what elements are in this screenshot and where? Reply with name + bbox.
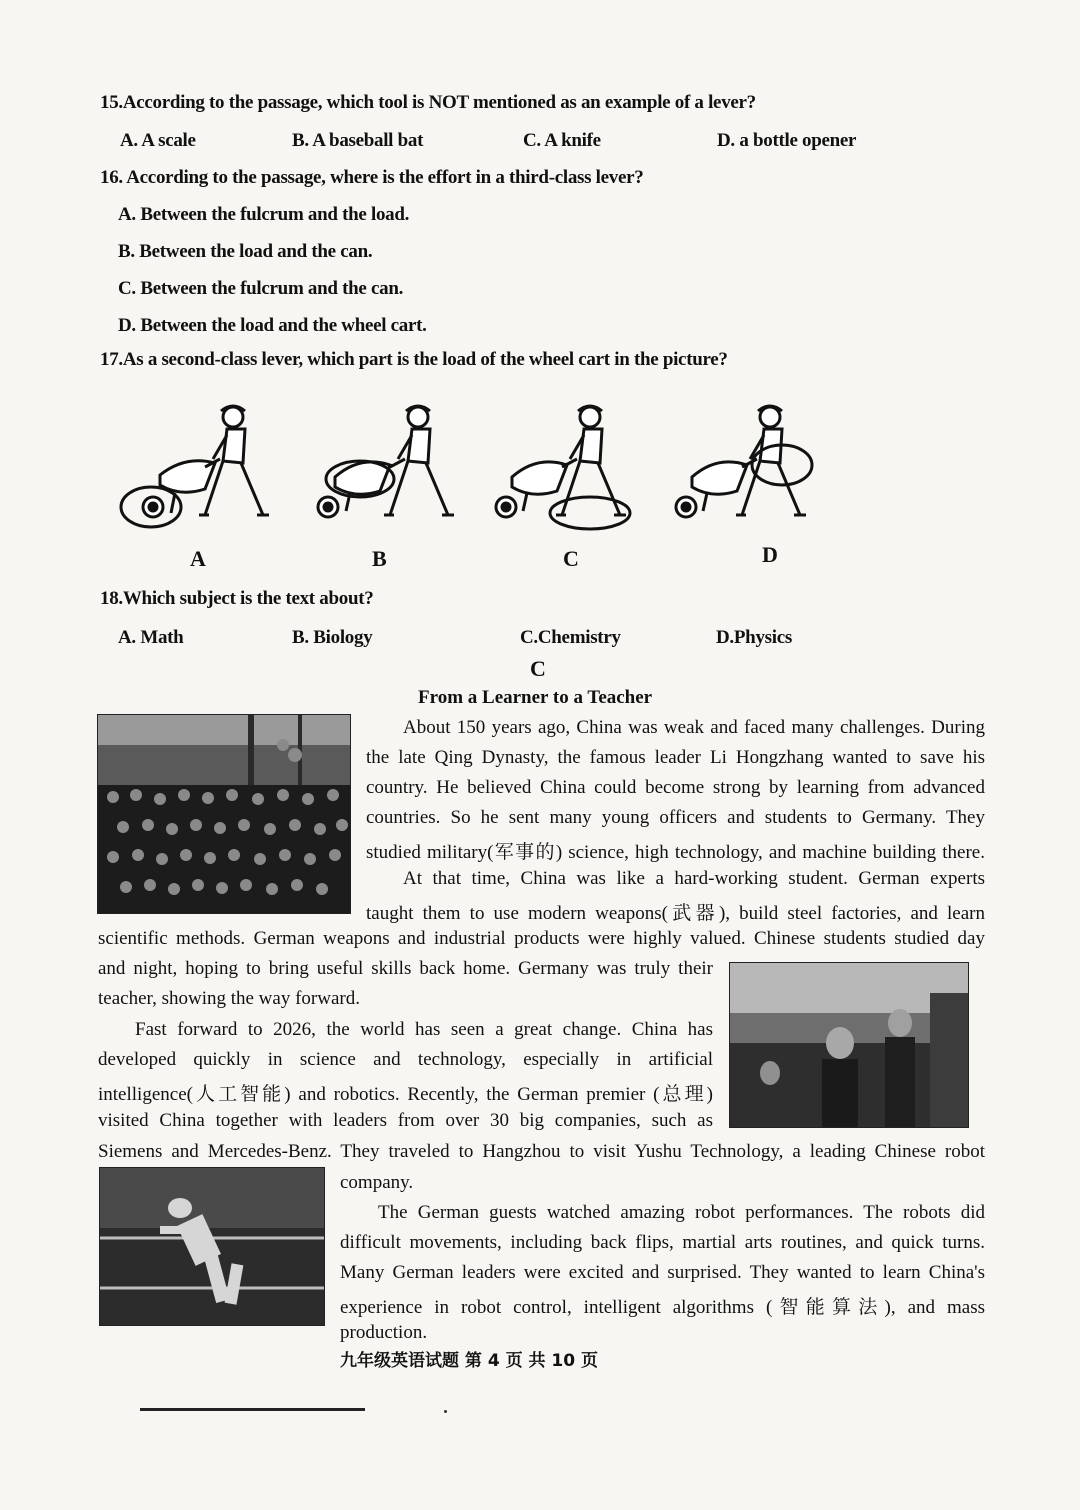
passage-line: studied military(军事的) science, high technology, and machine building there.: [366, 842, 985, 863]
q15-option-c: C. A knife: [523, 130, 601, 151]
robot-photo: [99, 1167, 325, 1326]
passage-line: production.: [340, 1322, 428, 1343]
passage-line: teacher, showing the way forward.: [98, 988, 360, 1009]
passage-line: The German guests watched amazing robot performances. The robots did: [378, 1202, 985, 1223]
passage-line: Many German leaders were excited and surprised. They wanted to learn China's: [340, 1262, 985, 1283]
q16-option-a: A. Between the fulcrum and the load.: [118, 204, 410, 225]
page-footer: 九年级英语试题 第 4 页 共 10 页: [340, 1351, 598, 1371]
passage-line: company.: [340, 1172, 414, 1193]
q16-option-b: B. Between the load and the can.: [118, 241, 373, 262]
q18-option-d: D.Physics: [716, 627, 792, 648]
passage-line: the late Qing Dynasty, the famous leader Li Hongzhang wanted to save his: [366, 747, 985, 768]
passage-line: developed quickly in science and technology, especially in artificial: [98, 1049, 713, 1070]
q15-option-d: D. a bottle opener: [717, 130, 857, 151]
question-17-stem: 17.As a second-class lever, which part is the load of the wheel cart in the picture?: [100, 349, 728, 370]
divider-rule: [140, 1408, 365, 1411]
passage-line: At that time, China was like a hard-working student. German experts: [403, 868, 985, 889]
q15-option-a: A. A scale: [120, 130, 196, 151]
question-16-stem: 16. According to the passage, where is the effort in a third-class lever?: [100, 167, 644, 188]
passage-line: Fast forward to 2026, the world has seen a great change. China has: [135, 1019, 713, 1040]
q18-option-c: C.Chemistry: [520, 627, 621, 648]
passage-line: About 150 years ago, China was weak and faced many challenges. During: [403, 717, 985, 738]
q16-option-d: D. Between the load and the wheel cart.: [118, 315, 427, 336]
passage-line: intelligence(人工智能) and robotics. Recently, the German premier (总理): [98, 1084, 713, 1105]
passage-line: country. He believed China could become strong by learning from advanced: [366, 777, 985, 798]
wheelbarrow-figure-d: [662, 395, 827, 535]
question-18-stem: 18.Which subject is the text about?: [100, 588, 374, 609]
passage-line: taught them to use modern weapons(武器), build steel factories, and learn: [366, 903, 985, 924]
q18-option-b: B. Biology: [292, 627, 373, 648]
figure-label-a: A: [190, 546, 206, 571]
question-15-stem: 15.According to the passage, which tool is NOT mentioned as an example of a lever?: [100, 92, 756, 113]
passage-line: Siemens and Mercedes-Benz. They traveled to Hangzhou to visit Yushu Technology, a leading Chinese robot: [98, 1141, 985, 1162]
passage-line: experience in robot control, intelligent algorithms (智能算法), and mass: [340, 1297, 985, 1318]
passage-line: countries. So he sent many young officers and students to Germany. They: [366, 807, 985, 828]
q15-option-b: B. A baseball bat: [292, 130, 424, 151]
figure-label-c: C: [563, 546, 579, 571]
passage-line: difficult movements, including back flips, martial arts routines, and quick turns.: [340, 1232, 985, 1253]
meeting-photo: [729, 962, 969, 1128]
wheelbarrow-figure-a: [115, 395, 280, 535]
passage-line: and night, hoping to bring useful skills back home. Germany was truly their: [98, 958, 713, 979]
figure-label-d: D: [762, 542, 778, 567]
passage-line: visited China together with leaders from over 30 big companies, such as: [98, 1110, 713, 1131]
wheelbarrow-figure-b: [300, 395, 465, 535]
wheelbarrow-figure-c: [482, 395, 647, 535]
historical-group-photo: [97, 714, 351, 914]
passage-line: scientific methods. German weapons and industrial products were highly valued. Chinese students studied day: [98, 928, 985, 949]
section-letter: C: [530, 656, 546, 681]
q16-option-c: C. Between the fulcrum and the can.: [118, 278, 404, 299]
q18-option-a: A. Math: [118, 627, 184, 648]
scan-speck: [444, 1410, 447, 1413]
passage-title: From a Learner to a Teacher: [418, 687, 653, 708]
figure-label-b: B: [372, 546, 387, 571]
